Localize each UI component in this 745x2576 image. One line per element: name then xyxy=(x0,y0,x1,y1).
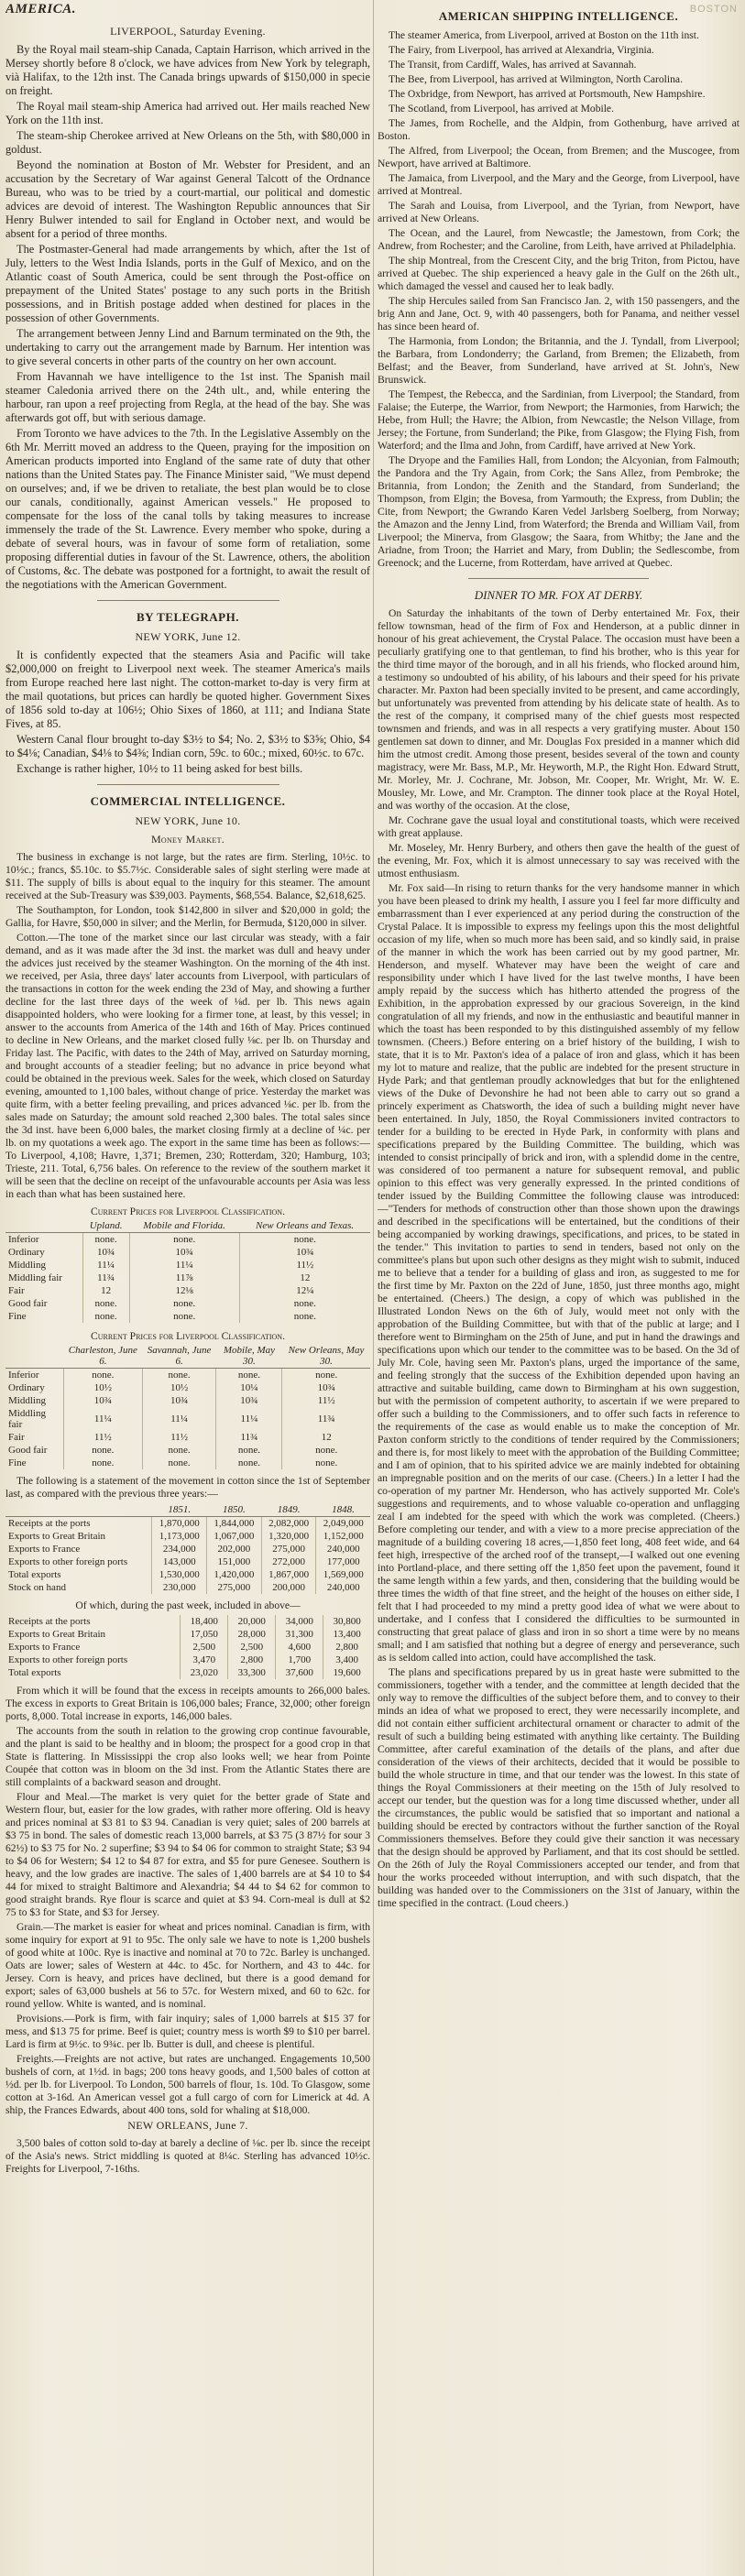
shipping-entry: The Sarah and Louisa, from Liverpool, and the Tyrian, from Newport, have arrived at New Orleans. xyxy=(378,200,740,224)
shipping-entry: The Alfred, from Liverpool; the Ocean, from Bremen; and the Muscogee, from Newport, have arrived at Baltimore. xyxy=(378,145,740,169)
cotton-movement-table xyxy=(5,1503,370,1594)
table-row xyxy=(5,1530,370,1543)
table-cell: 18,400 xyxy=(181,1615,228,1628)
table-row xyxy=(5,1654,370,1666)
table-cell: 11¼ xyxy=(216,1407,282,1431)
table-cell: 31,300 xyxy=(276,1628,323,1641)
table-cell: 10¼ xyxy=(216,1381,282,1394)
table-cell: none. xyxy=(216,1369,282,1382)
article-paragraph: From which it will be found that the excess in receipts amounts to 266,000 bales. The excess in exports to Great Britain is 106,000 bales; France, 32,000; other foreign ports, 8,000. Total increase in exports, 146,000 bales. xyxy=(5,1685,370,1722)
table-caption: Current Prices for Liverpool Classification. xyxy=(91,1206,285,1217)
table-cell: 33,300 xyxy=(228,1666,276,1679)
table-cell: 1,844,000 xyxy=(207,1517,262,1531)
table-cell: 34,000 xyxy=(276,1615,323,1628)
row-label: Exports to other foreign ports xyxy=(8,1556,128,1567)
article-paragraph: The Southampton, for London, took $142,800 in silver and $20,000 in gold; the Gallia, for Havre, $50,000 in silver; and the Merlin, for Bermuda, $120,000 in silver. xyxy=(5,904,370,929)
table-cell: 151,000 xyxy=(207,1555,262,1568)
statement-intro: The following is a statement of the movement in cotton since the 1st of September last, as compared with the previous three years:— xyxy=(5,1475,370,1500)
table-cell: none. xyxy=(82,1297,129,1310)
table-cell: 28,000 xyxy=(228,1628,276,1641)
article-paragraph: Provisions.—Pork is firm, with fair inquiry; sales of 1,000 barrels at $15 37 for mess, and $13 75 for prime. Beef is quiet; country mess is worth $9 to $10 per barrel. Lard is firm at 9½c. to 9¾c. per lb. Butter is dull, and cheese is plentiful. xyxy=(5,2013,370,2050)
shipping-entry: The Jamaica, from Liverpool, and the Mary and the George, from Liverpool, have arrived at Montreal. xyxy=(378,172,740,197)
new-orleans-dateline: NEW ORLEANS, June 7. xyxy=(127,2119,248,2132)
table-note: Of which, during the past week, included in above— xyxy=(75,1599,301,1611)
shipping-heading: AMERICAN SHIPPING INTELLIGENCE. xyxy=(438,9,679,23)
table-header xyxy=(5,1219,82,1233)
table-header: New Orleans, May 30. xyxy=(282,1344,370,1369)
row-label: Exports to France xyxy=(8,1544,81,1555)
table-row xyxy=(5,1628,370,1641)
row-label: Total exports xyxy=(8,1569,61,1580)
table-cell: 1,569,000 xyxy=(316,1568,370,1581)
table-cell: 11¼ xyxy=(63,1407,142,1431)
table-cell: none. xyxy=(282,1457,370,1469)
table-cell: none. xyxy=(129,1297,239,1310)
table-cell: 202,000 xyxy=(207,1543,262,1555)
table-row xyxy=(5,1233,370,1247)
shipping-intelligence xyxy=(378,29,740,570)
shipping-entry: The Transit, from Cardiff, Wales, has arrived at Savannah. xyxy=(389,59,637,71)
row-label: Fair xyxy=(8,1285,25,1296)
table-cell: 20,000 xyxy=(228,1615,276,1628)
section-title: AMERICA. xyxy=(5,2,76,16)
table-row xyxy=(5,1641,370,1654)
table-cell: 12¼ xyxy=(239,1284,370,1297)
row-label: Receipts at the ports xyxy=(8,1616,91,1627)
table-row xyxy=(5,1581,370,1594)
shipping-entry: The Fairy, from Liverpool, has arrived at Alexandria, Virginia. xyxy=(389,44,654,56)
dinner-report xyxy=(378,607,740,1910)
article-paragraph: Mr. Cochrane gave the usual loyal and constitutional toasts, which were received with great applause. xyxy=(378,814,740,839)
article-paragraph: From Havannah we have intelligence to the 1st inst. The Spanish mail steamer Caledonia arrived there on the 24th ult., and, while entering the harbour, ran upon a reef projecting from Regla, at the head of the bay. She was afterwards got off, but with serious damage. xyxy=(5,370,370,424)
new-orleans-report: 3,500 bales of cotton sold to-day at barely a decline of ⅛c. per lb. since the receipt of the Asia's news. Strict middling is quoted at 8¼c. Sterling has advanced 10½c. Freights for Liverpool, 7-16ths. xyxy=(5,2137,370,2175)
table-header xyxy=(5,1503,152,1517)
table-header: Mobile and Florida. xyxy=(129,1219,239,1233)
column-divider xyxy=(373,0,374,2576)
table-header: Savannah, June 6. xyxy=(142,1344,216,1369)
article-paragraph: The steam-ship Cherokee arrived at New Orleans on the 5th, with $80,000 in goldust. xyxy=(5,129,370,156)
row-label: Stock on hand xyxy=(8,1582,66,1593)
row-label: Receipts at the ports xyxy=(8,1518,91,1529)
table-header: New Orleans and Texas. xyxy=(239,1219,370,1233)
commercial-report xyxy=(5,851,370,1201)
shipping-entry: The Oxbridge, from Newport, has arrived at Portsmouth, New Hampshire. xyxy=(389,88,706,100)
table-cell: 230,000 xyxy=(152,1581,207,1594)
table-row xyxy=(5,1555,370,1568)
table-row xyxy=(5,1310,370,1323)
table-cell: 2,800 xyxy=(228,1654,276,1666)
table-cell: 1,870,000 xyxy=(152,1517,207,1531)
table-cell: 17,050 xyxy=(181,1628,228,1641)
table-row xyxy=(5,1431,370,1444)
table-cell: 10½ xyxy=(63,1381,142,1394)
table-row xyxy=(5,1259,370,1272)
table-cell: 2,082,000 xyxy=(261,1517,316,1531)
table-cell: none. xyxy=(142,1444,216,1457)
telegraph-report xyxy=(5,649,370,776)
table-row xyxy=(5,1381,370,1394)
table-row xyxy=(5,1284,370,1297)
library-stamp: BOSTON xyxy=(689,4,738,15)
table-row xyxy=(5,1444,370,1457)
table-header: Charleston, June 6. xyxy=(63,1344,142,1369)
table-cell: none. xyxy=(216,1457,282,1469)
table-row xyxy=(5,1666,370,1679)
table-cell: 11¼ xyxy=(142,1407,216,1431)
commercial-heading: COMMERCIAL INTELLIGENCE. xyxy=(90,794,286,808)
article-paragraph: The accounts from the south in relation to the growing crop continue favourable, and the plant is said to be healthy and in bloom; the prospect for a good crop in that State is flattering. In Mississippi the crop also looks well; we hear from Pointe Coupée that cotton was in bloom on the 3d inst. From the Atlantic States there are still complaints of a backward season and drought. xyxy=(5,1725,370,1788)
table-cell: 1,867,000 xyxy=(261,1568,316,1581)
table-cell: 30,800 xyxy=(323,1615,370,1628)
table-cell: none. xyxy=(239,1310,370,1323)
table-header: 1850. xyxy=(207,1503,262,1517)
left-column xyxy=(5,0,370,2576)
table-cell: 12 xyxy=(239,1272,370,1284)
table-cell: 143,000 xyxy=(152,1555,207,1568)
row-label: Middling fair xyxy=(8,1408,46,1430)
table-cell: 10¾ xyxy=(129,1246,239,1259)
row-label: Exports to Great Britain xyxy=(8,1629,106,1640)
table-cell: none. xyxy=(63,1444,142,1457)
table-cell: 240,000 xyxy=(316,1543,370,1555)
table-row xyxy=(5,1272,370,1284)
table-cell: 10¾ xyxy=(216,1394,282,1407)
table-cell: 3,470 xyxy=(181,1654,228,1666)
table-cell: 12⅛ xyxy=(129,1284,239,1297)
article-paragraph: Beyond the nomination at Boston of Mr. Webster for President, and an accusation by the Secretary of War against General Talcott of the Ordnance Bureau, who was to be tried by a court-martial, our political and domestic advices are devoid of interest. The Washington Republic announces that Sir Henry Bulwer intended to sail for England in October next, and would be absent for a period of three months. xyxy=(5,158,370,240)
table-cell: 12 xyxy=(282,1431,370,1444)
table-row xyxy=(5,1369,370,1382)
table-cell: 11½ xyxy=(142,1431,216,1444)
table-row xyxy=(5,1246,370,1259)
row-label: Ordinary xyxy=(8,1382,45,1393)
article-paragraph: Mr. Moseley, Mr. Henry Burbery, and others then gave the health of the guest of the evening, Mr. Fox, which it is almost unnecessary to say was received with the utmost enthusiasm. xyxy=(378,842,740,879)
table-header: 1848. xyxy=(316,1503,370,1517)
commercial-dateline: NEW YORK, June 10. xyxy=(135,814,241,827)
table-cell: none. xyxy=(63,1369,142,1382)
table-cell: 1,173,000 xyxy=(152,1530,207,1543)
table-cell: 11¼ xyxy=(82,1259,129,1272)
article-paragraph: The arrangement between Jenny Lind and Barnum terminated on the 9th, the undertaking to carry out the arrangement made by Barnum. Her intention was to give several concerts in other parts of the country on her own account. xyxy=(5,327,370,367)
row-label: Middling xyxy=(8,1395,46,1406)
row-label: Ordinary xyxy=(8,1247,45,1258)
shipping-entry: The Ocean, and the Laurel, from Newcastle; the Jamestown, from Cork; the Andrew, from Rochester; and the Caroline, from Leith, have arrived at Philadelphia. xyxy=(378,227,740,252)
row-label: Middling xyxy=(8,1260,46,1271)
table-cell: 11½ xyxy=(282,1394,370,1407)
row-label: Middling fair xyxy=(8,1272,62,1283)
table-cell: 10½ xyxy=(142,1381,216,1394)
table-row xyxy=(5,1517,370,1531)
table-cell: 3,400 xyxy=(323,1654,370,1666)
row-label: Exports to other foreign ports xyxy=(8,1654,128,1665)
shipping-entry: The ship Montreal, from the Crescent City, and the brig Triton, from Pictou, have arrived at Quebec. The ship experienced a heavy gale in the Gulf on the 26th ult., which damaged the vessel and caused her to leak badly. xyxy=(378,255,740,292)
shipping-entry: The Scotland, from Liverpool, has arrived at Mobile. xyxy=(389,103,614,115)
table-cell: 11¾ xyxy=(282,1407,370,1431)
table-cell: 10¾ xyxy=(282,1381,370,1394)
row-label: Exports to France xyxy=(8,1642,81,1653)
liverpool-report xyxy=(5,43,370,592)
liverpool-dateline: LIVERPOOL, Saturday Evening. xyxy=(110,25,266,38)
shipping-entry: The James, from Rochelle, and the Aldpin, from Gothenburg, have arrived at Boston. xyxy=(378,117,740,142)
table-cell: 275,000 xyxy=(261,1543,316,1555)
table-cell: 240,000 xyxy=(316,1581,370,1594)
row-label: Exports to Great Britain xyxy=(8,1531,106,1542)
table-cell: 23,020 xyxy=(181,1666,228,1679)
table-cell: none. xyxy=(239,1233,370,1247)
table-cell: 37,600 xyxy=(276,1666,323,1679)
table-row xyxy=(5,1615,370,1628)
article-paragraph: Exchange is rather higher, 10½ to 11 being asked for best bills. xyxy=(16,762,303,775)
table-cell: 1,320,000 xyxy=(261,1530,316,1543)
price-table-southern-ports xyxy=(5,1328,370,1469)
table-cell: 2,049,000 xyxy=(316,1517,370,1531)
shipping-entry: The ship Hercules sailed from San Francisco Jan. 2, with 150 passengers, and the brig Ann and Jane, Oct. 9, with 40 passengers, both for Panama, and neither vessel has since been heard of. xyxy=(378,295,740,333)
article-paragraph: Grain.—The market is easier for wheat and prices nominal. Canadian is firm, with some inquiry for export at 91 to 95c. The only sale we have to note is 1,200 bushels of good white at 100c. Rye is inactive and nominal at 70 to 72c. Barley is unchanged. Oats are lower; sales of Western at 44c. to 45c. for Northern, and 43 to 44c. for Jersey. Corn is heavy, and prices have declined, but there is a good demand for export; sales of 63,000 bushels at 56 to 57c. for Western mixed, and 60 to 62c. for round yellow. White is wanted, and is nominal. xyxy=(5,1921,370,2010)
table-cell: 10¾ xyxy=(142,1394,216,1407)
article-paragraph: Flour and Meal.—The market is very quiet for the better grade of State and Western flour, but, easier for the low grades, with rather more offering. Old is heavy and prices nominal at $3 81 to $3 94. Canadian is very quiet; sales of 200 barrels at $3 75 in bond. The sales of domestic reach 13,000 barrels, at $3 75 (3 87½ for sour 3 62½) to $3 75 for No. 2 superfine; $3 94 to $4 06 for common to straight State; $3 94 to $4 06 for Western; $4 12 to $4 87 for extra, and $5 for pure Genesee. Southern is heavy, and the low grades are inactive. The sales of 1,400 barrels are at $4 10 to $4 44 for mixed to straight Baltimore and Alexandria; $4 44 to $4 62 for common to good straight brands. Rye flour is scarce and quiet at $3 94. Corn-meal is dull at $2 75 to $3 for State, and $3 for Jersey. xyxy=(5,1791,370,1918)
table-cell: none. xyxy=(282,1444,370,1457)
table-cell: 19,600 xyxy=(323,1666,370,1679)
table-cell: 12 xyxy=(82,1284,129,1297)
table-cell: 11¾ xyxy=(216,1431,282,1444)
table-cell: 2,500 xyxy=(228,1641,276,1654)
table-header: Upland. xyxy=(82,1219,129,1233)
table-cell: 13,400 xyxy=(323,1628,370,1641)
table-cell: 11¼ xyxy=(129,1259,239,1272)
right-column xyxy=(378,0,740,2576)
table-cell: 11⅞ xyxy=(129,1272,239,1284)
article-paragraph: By the Royal mail steam-ship Canada, Captain Harrison, which arrived in the Mersey shortly before 8 o'clock, we have advices from New York by telegraph, vià Halifax, to the 12th inst. The Canada brings upwards of $150,000 in specie on freight. xyxy=(5,43,370,97)
table-cell: 10¾ xyxy=(82,1246,129,1259)
table-row xyxy=(5,1394,370,1407)
table-cell: 11½ xyxy=(63,1431,142,1444)
article-paragraph: Cotton.—The tone of the market since our last circular was steady, with a fair demand, and as it was made after the 3d inst. the market was dull and heavy under the advices just received by the steamer Washington. On the morning of the 4th inst. we received, per Asia, three days' later accounts from Liverpool, with particulars of the transactions in cotton for the week ending the 23d of May, and showing a further decline for the last three days of the week of ⅛d. per lb. This news again disappointed holders, who were looking for a firmer tone, at least, by this vessel; in answer to the accounts from America of the 14th and 16th of May. Prices continued to decline in New Orleans, and the market closed fully ⅛c. per lb. on Thursday and Friday last. The Pacific, with dates to the 24th of May, arrived on Saturday morning, and brought accounts of a steadier feeling; but no advance in price beyond what could be obtained in the previous week. Sales for the week, which closed on Saturday evening, amounted to 1,100 bales, without change of price. Yesterday the market was quite firm, with a better feeling prevailing, and prices advanced ⅛c. per lb. from the sales made on Saturday; the amount sold reached 2,300 bales. The total sales since the 3d inst. have been 6,000 bales, the market closing firmly at a decline of ¼c. per lb. on my quotations a week ago. The export in the same time has been as follows:—To Liverpool, 4,108; Havre, 1,371; Bremen, 230; Rotterdam, 320; Hamburg, 103; Trieste, 211. Total, 6,756 bales. On reference to the review of the southern market it will be seen that the decline on receipt of the unfavourable accounts per Asia was less in each than what has been sustained here. xyxy=(5,932,370,1200)
table-cell: none. xyxy=(129,1310,239,1323)
table-cell: 1,700 xyxy=(276,1654,323,1666)
table-cell: 10¾ xyxy=(239,1246,370,1259)
divider xyxy=(97,600,279,601)
row-label: Fair xyxy=(8,1432,25,1443)
table-cell: 1,067,000 xyxy=(207,1530,262,1543)
table-cell: 2,800 xyxy=(323,1641,370,1654)
table-cell: 234,000 xyxy=(152,1543,207,1555)
shipping-entry: The steamer America, from Liverpool, arrived at Boston on the 11th inst. xyxy=(389,29,699,41)
table-cell: 11½ xyxy=(239,1259,370,1272)
money-market-heading: Money Market. xyxy=(150,833,225,846)
article-paragraph: The Royal mail steam-ship America had arrived out. Her mails reached New York on the 11th inst. xyxy=(5,100,370,126)
table-header: Mobile, May 30. xyxy=(216,1344,282,1369)
shipping-entry: The Dryope and the Families Hall, from London; the Alcyonian, from Falmouth; the Pandora and the Try Again, from Cork; the Sans Allez, from Pembroke; the Britannia, from London; the Zenith and the Standard, from Sunderland; the Thompson, from Elgin; the Bovesa, from Yarmouth; the Express, from Dublin; the Cite, from Newport; the Gwrando Karen Vedel Jarlsberg Soelberg, from Norway; the Amazon and the Jenny Lind, from Waterford; the Brenda and William Vail, from Liverpool; the Minerva, from Glasgow; the Saara, from Whitby; the Jane and the Ariadne, from Troon; the Harriet and Mary, from Dublin; the Sedlescombe, from Greenock; and the Lucerne, from Rotterdam, have arrived at Quebec. xyxy=(378,454,740,569)
table-header xyxy=(5,1344,63,1369)
article-paragraph: The plans and specifications prepared by us in great haste were submitted to the commissioners, together with a tender, and the committee at length decided that the only way to remove the difficulties of the subject before them, and to convey to their minds an idea of what we proposed to erect, they were necessarily incomplete, and did not contain either sufficient architectural ornament or character to admit of the result of such a building being estimated with anything like certainty. The Building Committee, after careful examination of the details of the plans, and after due consideration of the views of their architects, decided that it would be possible to build the whole structure in time, and that our tender was the lowest. In this state of things the Royal Commissioners at their meeting on the 15th of July resolved to accept our tender, but the question was for a long time discussed whether, under all the circumstances, the public would be satisfied that so important and national a building should be erected by contractors without the further sanction of the Royal Commissioners themselves. Before they could give their sanction it was necessary that the design should be approved by Parliament, and that its cost should be settled. On the 26th of July the Royal Commissioners accepted our tender, and from that hour the works proceeded without interruption, and with such dispatch, that the building was handed over to the Commissioners on the 31st of January, within the time specified in the contract. (Loud cheers.) xyxy=(378,1666,740,1909)
article-paragraph: Mr. Fox said—In rising to return thanks for the very handsome manner in which you have been pleased to drink my health, I assure you I feel far more difficulty and embarrassment than I ever experienced at any period during the construction of the Crystal Palace. It is impossible to express my feelings upon this the most delightful occasion of my life, when so much more has been said, and so kindly said, in praise of the manner in which the work has been carried out by my good partner, Mr. Henderson, and myself. Whatever may have been the weight of care and responsibility under which I have lived for the last twelve months, I have been amply repaid by the success which has hitherto attended the progress of the Exhibition, in the approbation expressed by our gracious Sovereign, in the kind congratulation of all my friends, and now in the enthusiastic and beautiful manner in which the toast has been responded to by this distinguished assembly of my fellow townsmen. (Cheers.) Before entering on a brief history of the building, I wish to state, that it is to Mr. Paxton's idea of a palace of iron and glass, which it has been my lot to mature and realize, that the public are indebted for the present structure in Hyde Park; and that gentleman proudly acknowledges that but for the enlightened views of the Duke of Devonshire he had not been able to carry out so grand a princely experiment as Chatsworth, the idea of such a building might never have been entertained. In July, 1850, the Royal Commissioners invited contractors to tender for a building to be erected in Hyde Park, in conformity with plans and specifications prepared by the Building Committee. The building, which was intended to consist principally of brick and iron, with a splendid dome in the centre, was considered of too permanent a nature for subsequent removal, and public opinion to this effect was very generally expressed. In the printed conditions of tender issued by the Building Committee the following clause was introduced:—"Tenders for methods of construction other than those shown upon the drawings and described in the specifications will be entertained, but the conditions of their being accompanied by working drawings, specifications, and prices, to be stated in the tender." This invitation to parties to send in tenders, based not only on the committee's plans but upon such other designs as they might wish to submit, induced me to believe that a tender for a building of glass and iron, as suggested to me for the first time by Mr. Paxton on the 22d of June, 1850, just three months ago, might be entertained. (Cheers.) The design, a copy of which was published in the Illustrated London News on the 6th of July, would meet not only with the approbation of the Building Committee, but with that of the public at large; and I therefore went to Birmingham on the 25th of June, and put in hand the drawings and specifications upon which our tender to the committee was to be based. On the 3d of July Mr. Cole, having seen Mr. Paxton's plans, urged the importance of the same, and feeling strongly that the success of the Exhibition depended upon having an attractive and suitable building, came down to Birmingham at his own suggestion, but with the permission of competent authority, to ascertain if we were prepared to offer such a building to the Commissioners, and to offer such facts in reference to the requirements of the case as would enable us to make the conception of Mr. Paxton conform strictly to the conditions of tender required by the Commissioners; and there is, for most likely to meet with the approbation of the Building Committee; and I am of opinion, that to his spirited advice we are mainly indebted for obtaining an impregnable position and on the merits of our case. (Cheers.) In a letter I had the co-operation of my partner Mr. Henderson, who has actively supported Mr. Cole's suggestions and requirements, and to whose valuable co-operation and unflagging zeal I am indebted for the speed with which the work was completed. (Cheers.) Before completing our tender, and with a view to a more precise appreciation of the magnitude of a building covering 18 acres,—1,850 feet long, 408 feet wide, and 64 feet high, irrespective of the arched roof of the transept,—I walked out one evening into Portland-place, and there setting off the 1,850 feet upon the pavement, found it the same length within a few yards, and then, considering that the building would be three times the width of that fine street, and the height of the houses on either side, I felt that I had proceeded to my mind a pretty good idea of what we were about to undertake, and I confess that I considered the difficulties to be surmounted in constructing that great palace of glass and iron in so short a time were by no means small; and I am satisfied that nothing but a degree of energy and perseverance, such as is seldom called into action, could have accomplished the task. xyxy=(378,882,740,1664)
dinner-heading: DINNER TO MR. FOX AT DERBY. xyxy=(474,588,643,602)
table-cell: none. xyxy=(82,1233,129,1247)
article-paragraph: The business in exchange is not large, but the rates are firm. Sterling, 10½c. to 10½c.; francs, $5.10c. to $5.7½c. Considerable sales of sight sterling were made at $11. The supply of bills is about equal to the inquiry for this steamer. The amount received at the Sub-Treasury was $39,003. Payments, $68,554. Balance, $2,618,625. xyxy=(5,851,370,901)
table-caption: Current Prices for Liverpool Classification. xyxy=(91,1330,285,1342)
table-cell: none. xyxy=(142,1457,216,1469)
table-cell: 1,420,000 xyxy=(207,1568,262,1581)
table-cell: none. xyxy=(216,1444,282,1457)
table-cell: 4,600 xyxy=(276,1641,323,1654)
telegraph-dateline: NEW YORK, June 12. xyxy=(135,630,241,643)
table-cell: none. xyxy=(282,1369,370,1382)
article-paragraph: Western Canal flour brought to-day $3½ to $4; No. 2, $3½ to $3⅝; Ohio, $4 to $4⅛; Canadian, $4⅛ to $4⅜; Indian corn, 59c. to 60c.; mixed, 60½c. to 67c. xyxy=(5,733,370,759)
table-cell: 200,000 xyxy=(261,1581,316,1594)
table-cell: none. xyxy=(82,1310,129,1323)
table-cell: 275,000 xyxy=(207,1581,262,1594)
divider xyxy=(468,578,650,579)
table-cell: none. xyxy=(129,1233,239,1247)
price-table-new-york xyxy=(5,1204,370,1323)
shipping-entry: The Bee, from Liverpool, has arrived at Wilmington, North Carolina. xyxy=(389,73,683,85)
shipping-entry: The Tempest, the Rebecca, and the Sardinian, from Liverpool; the Standard, from Falaise; the Euterpe, the Warrior, from Newport; the Harmonies, from Harwich; the Hebe, from Hull; the Havre; the Albion, from Newcastle; the Nelson Village, from Jersey; the Fortune, from Sunderland; the Pike, from Glasgow; the Flying Fish, from Waterford; and the Ilma and John, from Cardiff, have arrived at New York. xyxy=(378,388,740,452)
table-cell: 10¾ xyxy=(63,1394,142,1407)
table-cell: none. xyxy=(239,1297,370,1310)
row-label: Fine xyxy=(8,1457,27,1468)
weekly-movement-table xyxy=(5,1615,370,1679)
article-paragraph: It is confidently expected that the steamers Asia and Pacific will take $2,000,000 on freight to Liverpool next week. The steamer America's mails from Europe reached here last night. The cotton-market to-day is very firm at the mail quotations, but prices can hardly be quoted higher. Government Sixes of 1856 sold to-day at 106½; Ohio Sixes of 1860, at 111; and Indiana State Fives, at 85. xyxy=(5,649,370,730)
article-paragraph: The Postmaster-General had made arrangements by which, after the 1st of July, letters to the West India Islands, ports in the Gulf of Mexico, and on the Atlantic coast of South America, could be sent through the Post-office on prepayment of the United States' postage to any such ports in the British possessions, and in British postage added when destined for places in the possession of other Governments. xyxy=(5,243,370,324)
table-row xyxy=(5,1543,370,1555)
article-paragraph: On Saturday the inhabitants of the town of Derby entertained Mr. Fox, their fellow townsman, head of the firm of Fox and Henderson, at a public dinner in honour of his great achievement, the Crystal Palace. The occasion must have been a peculiarly gratifying one to that gentleman, to find his brother, who is this year for the third time mayor of the borough, and in all his friends, who flocked around him, a testimony so undoubted of his ability, of his labours and their speed for his private character. Mr. Paxton had been specially invited to be present, and came accordingly, but unfortunately was prevented from attending by his delicate state of health. As to the rest of the company, it comprised many of the chief guests most respected townsmen and friends, and was in all respects a very gratifying muster. About 150 gentlemen sat down to dinner, and Mr. Douglas Fox presided in a manner which did him the utmost credit. Among those present, besides several of the town and county magistracy, were Mr. Bass, M.P., Mr. Heyworth, M.P., the Right Hon. Edward Strutt, Mr. Morley, Mr. J. Cochrane, Mr. Jobson, Mr. Cooper, Mr. Wright, Mr. W. E. Mousley, Mr. Lowe, and Mr. Crampton. The dinner took place at the Royal Hotel, and was worthy of the occasion. At the close, xyxy=(378,607,740,812)
table-cell: 272,000 xyxy=(261,1555,316,1568)
table-cell: none. xyxy=(63,1457,142,1469)
table-row xyxy=(5,1568,370,1581)
table-row xyxy=(5,1407,370,1431)
table-row xyxy=(5,1457,370,1469)
table-row xyxy=(5,1297,370,1310)
row-label: Fine xyxy=(8,1311,27,1322)
table-cell: none. xyxy=(142,1369,216,1382)
row-label: Inferior xyxy=(8,1370,39,1381)
row-label: Good fair xyxy=(8,1298,48,1309)
row-label: Inferior xyxy=(8,1234,39,1245)
table-cell: 1,152,000 xyxy=(316,1530,370,1543)
table-cell: 2,500 xyxy=(181,1641,228,1654)
row-label: Good fair xyxy=(8,1445,48,1456)
table-cell: 11¾ xyxy=(82,1272,129,1284)
table-header: 1849. xyxy=(261,1503,316,1517)
table-cell: 177,000 xyxy=(316,1555,370,1568)
table-cell: 1,530,000 xyxy=(152,1568,207,1581)
table-header: 1851. xyxy=(152,1503,207,1517)
divider xyxy=(97,784,279,785)
telegraph-heading: BY TELEGRAPH. xyxy=(137,610,239,624)
article-paragraph: From Toronto we have advices to the 7th. In the Legislative Assembly on the 6th Mr. Merritt moved an address to the Queen, praying for the imposition on American products imported into England of the same rate of duty that other nations than the United States pay. The Finance Minister said, "We must depend on ourselves; and, if we be driven to retaliate, the best plan would be to close our canals, conditionally, against American vessels." He proposed to compensate for the loss of the canal tolls by taking measures to increase immensely the trade of the St. Lawrence. Every member who spoke, during a debate of several hours, was in favour of some form of retaliation, some proposing differential duties in favour of the St. Lawrence, others, the abolition of Customs, &c. The debate was postponed for a fortnight, to await the result of the negotiations with the American Government. xyxy=(5,427,370,591)
article-paragraph: Freights.—Freights are not active, but rates are unchanged. Engagements 10,500 bushels of corn, at 1½d. in bags; 200 tons heavy goods, and 1,500 bales of cotton at ½d. per lb. for Liverpool. To London, 500 barrels of flour, 1s. 10d. To Glasgow, some cotton at 3-16d. An American vessel got a full cargo of corn for Limerick at 4d. A ship, the Frances Edwards, about 400 tons, sold for whaling at $18,000. xyxy=(5,2053,370,2116)
row-label: Total exports xyxy=(8,1667,61,1678)
shipping-entry: The Harmonia, from London; the Britannia, and the J. Tyndall, from Liverpool; the Barbara, from Londonderry; the Garland, from Bremen; the Elizabeth, from Belfast; and the Beaver, from Sunderland, have arrived at St. John's, New Brunswick. xyxy=(378,335,740,386)
market-report xyxy=(5,1685,370,2117)
